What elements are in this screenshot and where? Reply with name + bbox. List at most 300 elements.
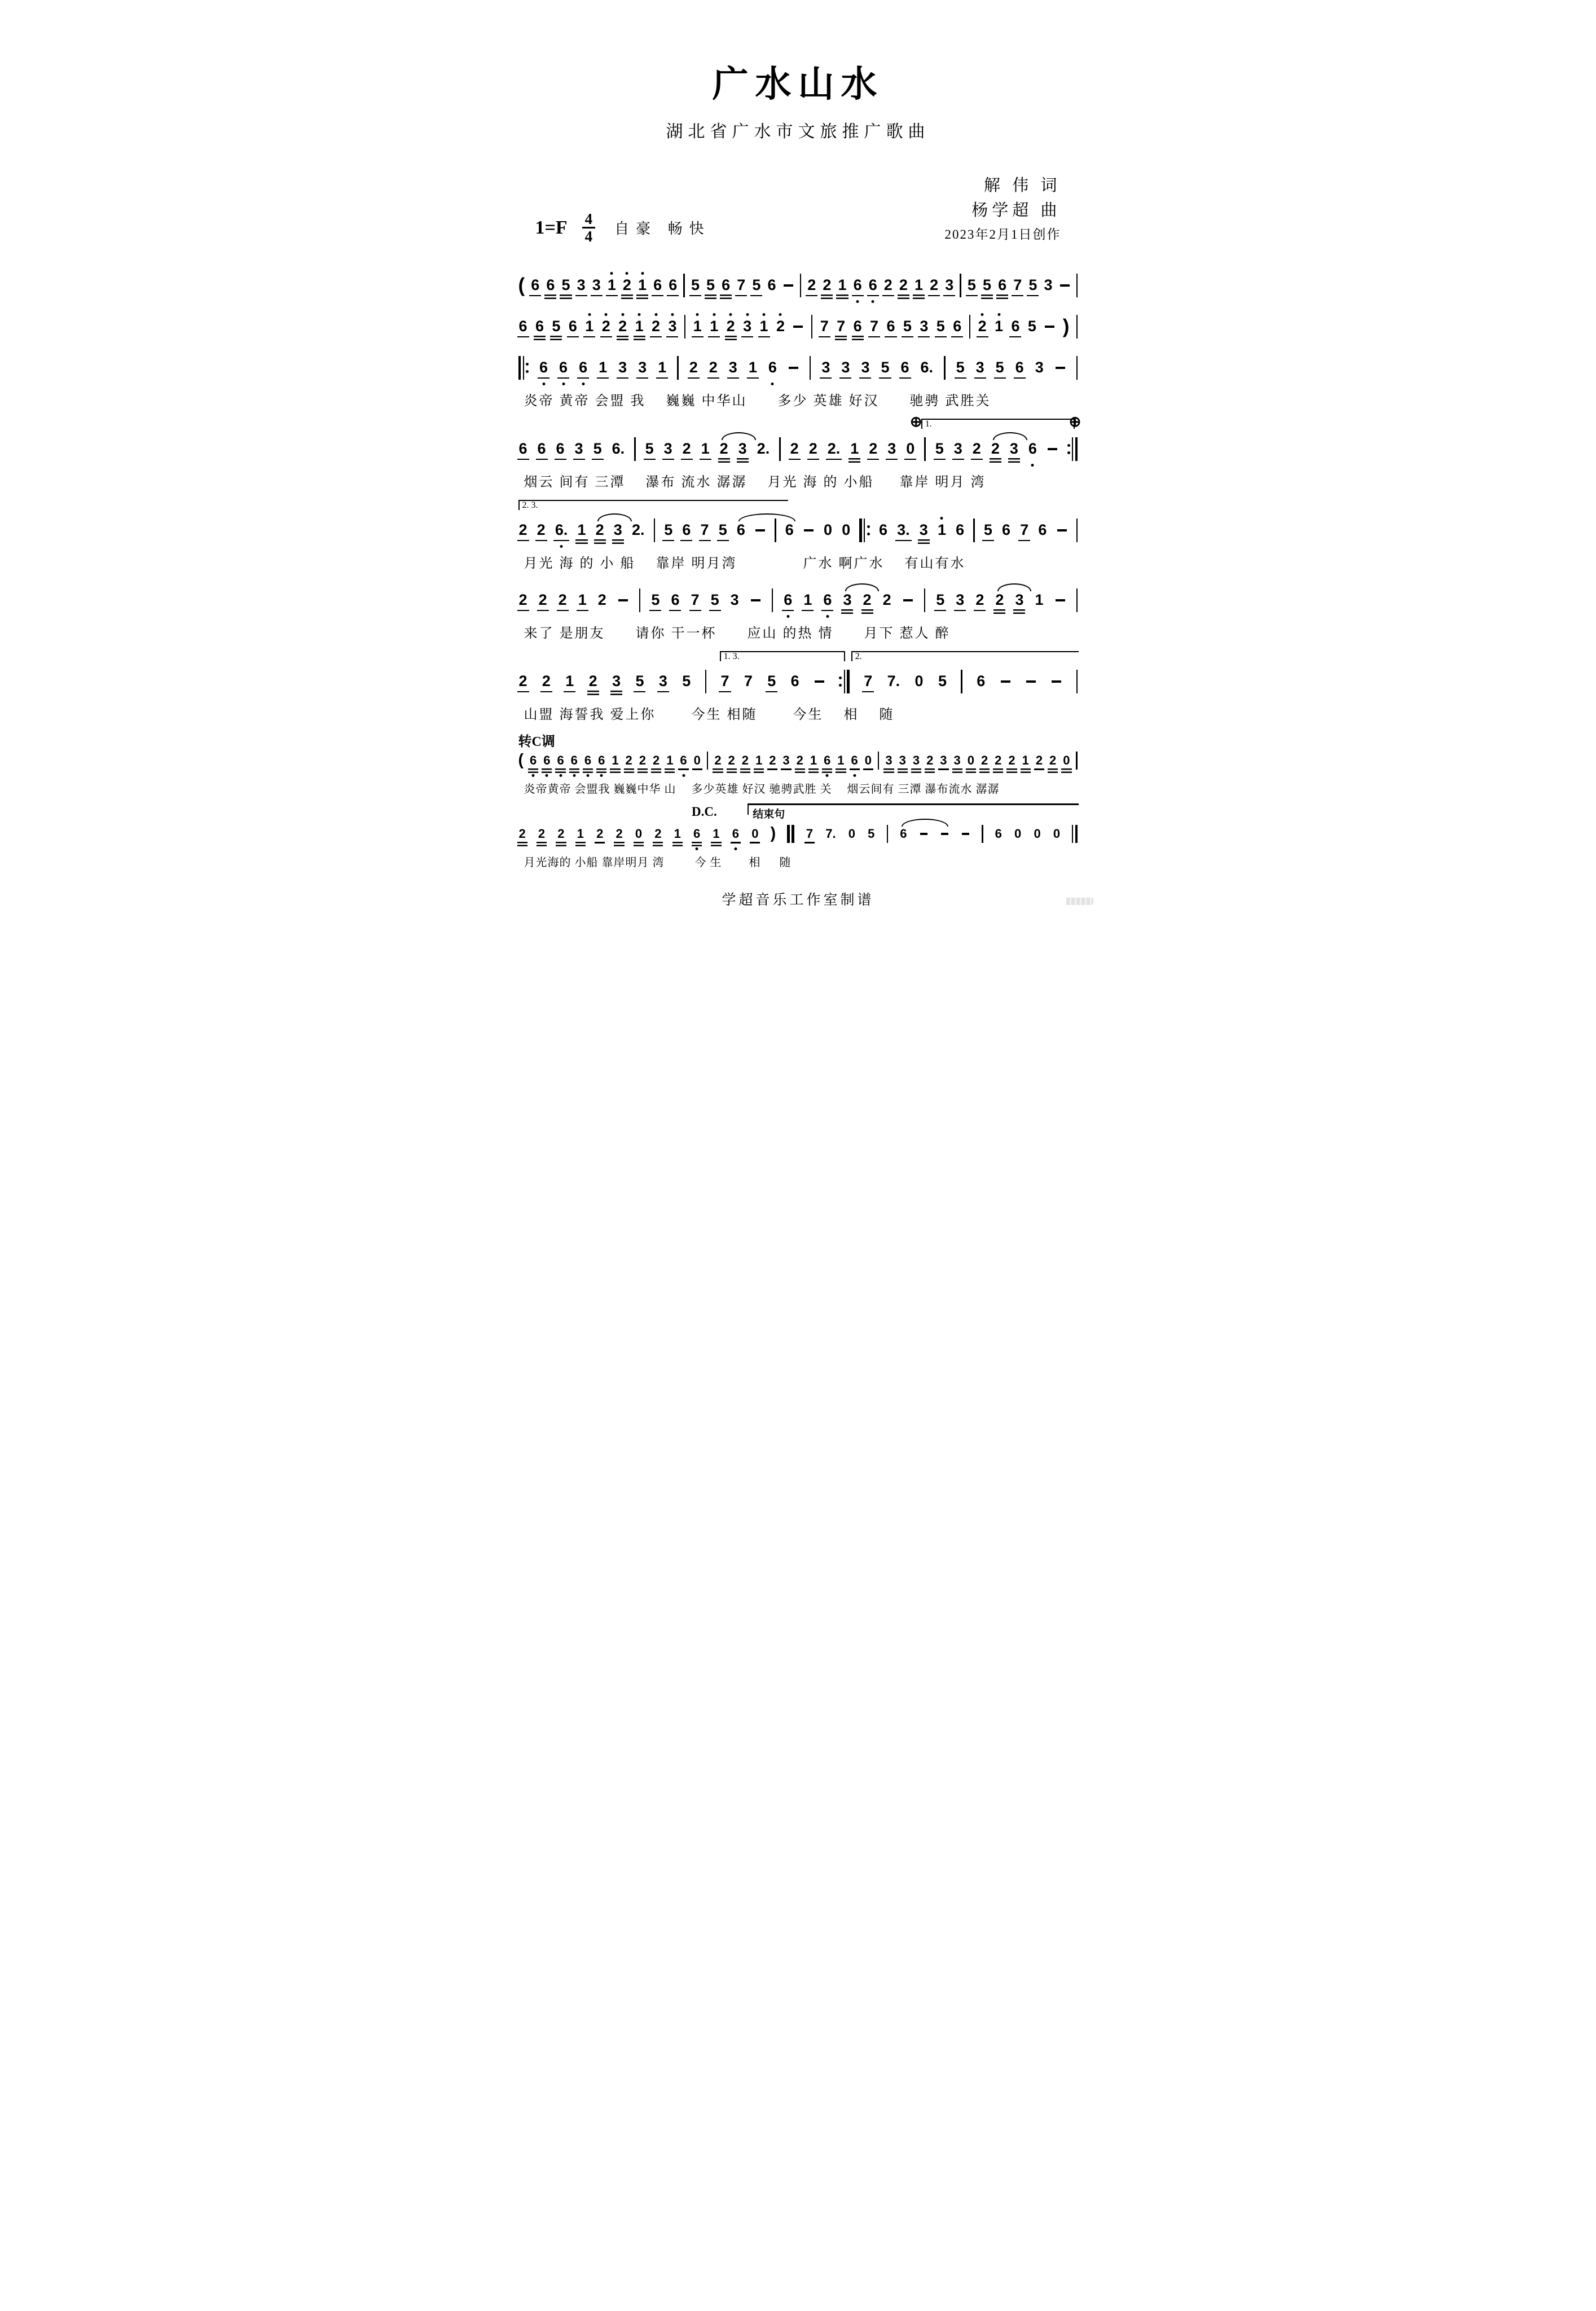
note: 2 (518, 521, 527, 538)
barline (924, 437, 926, 461)
octave-dot-above (605, 313, 608, 316)
system-3 (518, 346, 1078, 409)
volta-number: 1. 3. (723, 651, 740, 661)
octave-dot-above (729, 313, 732, 316)
slur-arc (738, 513, 795, 521)
note: 2 (538, 826, 546, 841)
notes-row (518, 518, 1078, 543)
octave-dot-below (826, 774, 829, 777)
note: 2 (558, 591, 567, 608)
note: 6 (956, 521, 965, 538)
note: 3 (782, 753, 790, 767)
octave-dot-below (872, 300, 874, 303)
note: 2 (622, 278, 632, 293)
barline (1076, 274, 1078, 297)
repeat-start-barline (859, 519, 870, 542)
note: 3 (975, 359, 984, 376)
double-barline (787, 825, 794, 843)
barline (1076, 588, 1078, 612)
barline (1076, 670, 1078, 693)
octave-dot-below (542, 383, 545, 385)
octave-dot-above (779, 313, 782, 316)
barline (960, 274, 961, 297)
note: 3 (1035, 359, 1044, 376)
note: 2. (827, 440, 841, 457)
note: 6 (1002, 521, 1011, 538)
note: 0 (1034, 826, 1041, 841)
note: 5 (967, 276, 976, 293)
note: 2 (981, 753, 988, 767)
note: 0 (848, 826, 856, 841)
octave-dot-below (856, 300, 859, 303)
note: 5 (767, 673, 776, 689)
note: 3 (821, 359, 830, 376)
dash-prolong (1045, 326, 1054, 328)
note: 2 (972, 440, 981, 457)
octave-dot-above (638, 313, 641, 316)
note: 0 (967, 753, 974, 767)
note: 7 (820, 318, 829, 335)
note: 1 (914, 276, 924, 293)
note: 1 (637, 278, 647, 293)
ending-label: 结束句 (753, 808, 785, 820)
note: 5 (664, 521, 673, 538)
note: 0 (842, 521, 851, 538)
octave-dot-above (626, 272, 628, 275)
note: 6 (669, 276, 678, 293)
lyrics-row: 山盟 海誓我 爱上你 今生 相随 今生 相 随 (524, 707, 895, 722)
note: 7 (1013, 276, 1022, 293)
note: 6 (722, 276, 731, 293)
octave-dot-above (696, 313, 699, 316)
note: 2 (518, 826, 526, 841)
note: 3 (940, 753, 947, 767)
note: 3 (953, 753, 961, 767)
note: 5 (752, 276, 761, 293)
note: 6 (682, 521, 691, 538)
note: 5 (682, 673, 691, 689)
dash-prolong (903, 599, 913, 601)
slur-arc (845, 583, 880, 591)
note: 0 (693, 753, 701, 767)
barline (810, 356, 811, 380)
note: 0 (824, 521, 833, 538)
note: 2 (776, 319, 785, 334)
dash-prolong (1056, 599, 1065, 601)
note: 3 (638, 359, 647, 376)
octave-dot-above (713, 313, 715, 316)
creation-date: 2023年2月1日创作 (944, 227, 1061, 241)
note: 6 (671, 591, 680, 608)
note: 2 (823, 276, 832, 293)
system-4 (518, 412, 1081, 490)
octave-dot-below (682, 774, 685, 777)
note: 2. (631, 521, 645, 538)
note: 2 (615, 826, 623, 841)
volta-number: 2. 3. (522, 500, 538, 510)
note: 6 (539, 360, 548, 375)
barline (1076, 315, 1078, 339)
octave-dot-above (671, 313, 674, 316)
note: 0 (751, 826, 759, 841)
note: 2 (741, 753, 749, 767)
volta-bracket (851, 651, 1079, 661)
note: 3 (842, 592, 852, 608)
note: 2 (682, 440, 691, 457)
note: 2 (991, 441, 1000, 456)
notes-row (518, 314, 1078, 339)
dash-prolong (962, 833, 969, 835)
time-signature-numerator: 4 (582, 211, 596, 229)
note: 1 (565, 673, 574, 689)
system-8 (518, 730, 1078, 796)
note: 7 (700, 521, 709, 538)
note: 0 (1014, 826, 1022, 841)
dash-prolong (1060, 284, 1070, 287)
barline (982, 825, 983, 843)
note: 2 (930, 276, 939, 293)
note: 6 (953, 318, 962, 335)
note: 2 (926, 753, 934, 767)
note: 7 (744, 673, 753, 689)
note: 0 (1053, 826, 1061, 841)
note: 6 (783, 592, 793, 608)
note: 3 (899, 753, 906, 767)
barline (811, 315, 813, 339)
note: 2 (625, 753, 632, 767)
note: 2 (538, 591, 547, 608)
note: 1 (755, 753, 763, 767)
note: 6 (732, 828, 740, 840)
slur-arc (902, 819, 948, 827)
notes-row (518, 750, 1078, 771)
note: 6 (597, 754, 605, 767)
note: 2 (719, 441, 729, 456)
parenthesis: ) (770, 824, 776, 843)
octave-dot-below (582, 383, 584, 385)
dash-prolong (751, 599, 760, 601)
note: 2 (975, 591, 984, 608)
note: 3 (663, 440, 672, 457)
note: 3 (618, 359, 627, 376)
note: 3 (885, 753, 892, 767)
song-subtitle: 湖北省广水市文旅推广歌曲 (666, 122, 930, 141)
key-change-label: 转C调 (518, 734, 555, 749)
note: 1 (1022, 753, 1029, 767)
dash-prolong (784, 284, 793, 287)
note: 2 (796, 753, 803, 767)
note: 6 (546, 276, 555, 293)
sheet-music-page (499, 0, 1097, 909)
note: 3 (887, 440, 896, 457)
note: 6 (768, 360, 777, 375)
octave-dot-below (1031, 464, 1034, 467)
note: 3 (953, 440, 962, 457)
note: 3 (667, 319, 677, 334)
barline (634, 437, 636, 461)
octave-dot-above (981, 313, 984, 316)
note: 2 (1035, 753, 1043, 767)
note: 2 (995, 753, 1002, 767)
dash-prolong (941, 833, 948, 835)
note: 2 (596, 826, 604, 841)
note: 2 (978, 319, 987, 334)
note: 2 (652, 753, 660, 767)
note: 6 (543, 754, 551, 767)
note: 7. (825, 826, 836, 841)
note: 7 (870, 318, 879, 335)
barline (684, 315, 686, 339)
note: 2 (518, 673, 527, 689)
note: 2 (597, 591, 606, 608)
key-and-tempo (535, 211, 711, 245)
note: 3 (861, 359, 870, 376)
note: 6 (823, 754, 831, 767)
lyrics-row: 月光 海 的 小 船 靠岸 明月湾 广水 啊广水 有山有水 (524, 556, 966, 571)
note: 1 (607, 278, 617, 293)
note: 3 (730, 591, 739, 608)
engraver-credit: 学超音乐工作室制谱 (722, 892, 874, 908)
note: 0 (864, 753, 872, 767)
dash-prolong (804, 529, 814, 531)
note: 1 (612, 753, 619, 767)
octave-dot-below (573, 774, 575, 777)
note: 2 (588, 673, 597, 689)
note: 1 (837, 753, 845, 767)
note: 3 (592, 276, 601, 293)
note: 1 (850, 440, 859, 457)
note: 5 (983, 521, 992, 538)
note: 6 (578, 360, 588, 375)
time-signature-denominator: 4 (584, 228, 593, 245)
barline (677, 356, 679, 380)
volta-number: 1. (925, 419, 932, 429)
lyrics-row: 来了 是朋友 请你 干一杯 应山 的热 情 月下 惹人 醉 (524, 626, 951, 641)
note: 1 (577, 826, 584, 841)
parenthesis: ( (518, 274, 525, 296)
lyrics-row: 月光海的 小船 靠岸明月 湾 今 生 相 随 (524, 856, 792, 869)
score-header-row (499, 174, 1097, 245)
note: 5 (1028, 276, 1037, 293)
note: 6 (995, 826, 1002, 841)
note: 6 (1028, 441, 1037, 456)
note: 5 (710, 591, 719, 608)
note: 3 (738, 440, 747, 457)
note: 3 (945, 276, 954, 293)
repeat-start-barline (518, 356, 529, 380)
barline (1076, 752, 1078, 770)
octave-dot-above (997, 313, 1000, 316)
note: 3 (612, 673, 621, 689)
note: 2 (709, 359, 718, 376)
note: 6 (556, 440, 565, 457)
octave-dot-above (940, 517, 943, 520)
dash-prolong (755, 529, 765, 531)
note: 6 (899, 828, 907, 840)
time-signature (582, 211, 596, 245)
notes-row (518, 437, 1078, 462)
barline (683, 274, 685, 297)
note: 2 (714, 753, 722, 767)
note: 3 (574, 440, 583, 457)
notes-row (518, 588, 1078, 613)
note: 6 (785, 521, 794, 538)
note: 6 (653, 276, 662, 293)
mood-marking: 自豪 畅快 (614, 221, 711, 238)
note: 1 (658, 359, 667, 376)
system-2 (518, 305, 1078, 339)
note: 1 (599, 359, 608, 376)
note: 0 (635, 826, 643, 841)
note: 1 (748, 359, 757, 376)
note: 3 (1009, 440, 1018, 457)
repeat-end-barline (839, 670, 850, 693)
note: 5 (561, 276, 570, 293)
octave-dot-below (826, 615, 829, 618)
note: 3 (912, 753, 920, 767)
da-capo-mark: D.C. (692, 804, 717, 819)
note: 2 (595, 522, 605, 538)
note: 5 (868, 826, 875, 841)
note: 1 (584, 319, 594, 334)
barline (707, 752, 709, 770)
note: 7 (806, 826, 814, 841)
note: 6 (531, 276, 540, 293)
slur-arc (997, 583, 1032, 591)
note: 2 (542, 673, 551, 689)
octave-dot-above (621, 313, 624, 316)
note: 6 (679, 754, 687, 767)
note: 3. (897, 521, 910, 538)
note: 6 (1038, 521, 1047, 538)
note: 5 (983, 276, 992, 293)
notes-row (518, 273, 1078, 298)
lyricist-credit: 解 伟 词 (983, 177, 1061, 195)
note: 6 (853, 318, 862, 335)
lyrics-row: 烟云 间有 三潭 瀑布 流水 潺潺 月光 海 的 小船 靠岸 明月 湾 (524, 474, 986, 490)
barline (1076, 356, 1078, 380)
note: 2 (769, 753, 776, 767)
note: 5 (995, 359, 1004, 376)
note: 7 (837, 318, 846, 335)
note: 6 (851, 754, 859, 767)
credits (945, 174, 1061, 245)
dash-prolong (1057, 529, 1067, 531)
octave-dot-above (610, 272, 613, 275)
note: 6. (612, 440, 625, 457)
note: 6 (823, 592, 832, 608)
note: 6 (998, 276, 1007, 293)
note: 2 (790, 440, 799, 457)
final-barline (1072, 825, 1078, 843)
note: 6 (556, 754, 564, 767)
note: 1 (674, 826, 681, 841)
note: 1 (713, 826, 720, 841)
note: 5 (936, 591, 945, 608)
note: 3 (956, 591, 965, 608)
note: 2 (651, 319, 661, 334)
volta-number: 2. (855, 651, 862, 661)
note: 6 (568, 318, 577, 335)
note: 1 (666, 753, 674, 767)
note: 1 (693, 319, 702, 334)
octave-dot-below (853, 774, 856, 777)
volta-bracket (518, 500, 788, 510)
note: 5 (935, 440, 944, 457)
song-title: 广水山水 (712, 64, 884, 104)
dash-prolong (618, 599, 628, 601)
coda-icon: ⊕ (909, 412, 922, 430)
note: 6 (518, 318, 527, 335)
octave-dot-below (587, 774, 590, 777)
barline (779, 437, 781, 461)
system-6 (518, 579, 1078, 642)
note: 5 (956, 359, 965, 376)
note: 6 (529, 754, 537, 767)
note: 3 (1044, 276, 1053, 293)
note: 2 (601, 319, 611, 334)
note: 6 (853, 278, 863, 293)
note: 3 (658, 673, 667, 689)
note: 6 (1015, 359, 1024, 376)
lyrics-row: 炎帝 黄帝 会盟 我 巍巍 中华山 多少 英雄 好汉 驰骋 武胜关 (524, 393, 991, 408)
dash-prolong (1001, 680, 1010, 683)
note: 2 (557, 826, 565, 841)
note: 3 (742, 319, 752, 334)
note: 1 (994, 319, 1004, 334)
barline (800, 274, 802, 297)
barline (705, 670, 707, 693)
note: 3 (577, 276, 586, 293)
note: 6 (878, 521, 887, 538)
note: 5 (936, 318, 945, 335)
note: 2. (757, 440, 770, 457)
notes-row (518, 824, 1078, 844)
octave-dot-above (746, 313, 749, 316)
dash-prolong (793, 326, 803, 328)
note: 1 (577, 521, 586, 538)
dash-prolong (1026, 680, 1036, 683)
note: 2 (518, 591, 527, 608)
dash-prolong (815, 680, 824, 683)
note: 5 (1027, 318, 1036, 335)
note: 1 (803, 591, 812, 608)
note: 3 (613, 521, 622, 538)
lyrics-row: 炎帝黄帝 会盟我 巍巍中华 山 多少英雄 好汉 驰骋武胜 关 烟云间有 三潭 瀑布流水 潺潺 (524, 783, 1000, 796)
note: 1 (578, 591, 587, 608)
volta-bracket (720, 651, 845, 661)
notes-row (518, 355, 1078, 380)
note: 1 (810, 753, 817, 767)
note: 3 (1015, 591, 1024, 608)
note: 1 (635, 319, 644, 334)
octave-dot-below (560, 545, 563, 548)
note: 6 (900, 359, 909, 376)
note: 6 (886, 318, 895, 335)
note: 1 (709, 319, 719, 334)
barline (654, 519, 656, 542)
barline (639, 588, 641, 612)
note: 2 (863, 591, 872, 608)
score (499, 264, 1097, 869)
system-7 (518, 649, 1078, 723)
barline (961, 670, 962, 693)
barline (969, 315, 971, 339)
note: 2 (639, 753, 646, 767)
slur-arc (993, 432, 1027, 440)
note: 6 (518, 440, 527, 457)
note: 0 (906, 440, 915, 457)
